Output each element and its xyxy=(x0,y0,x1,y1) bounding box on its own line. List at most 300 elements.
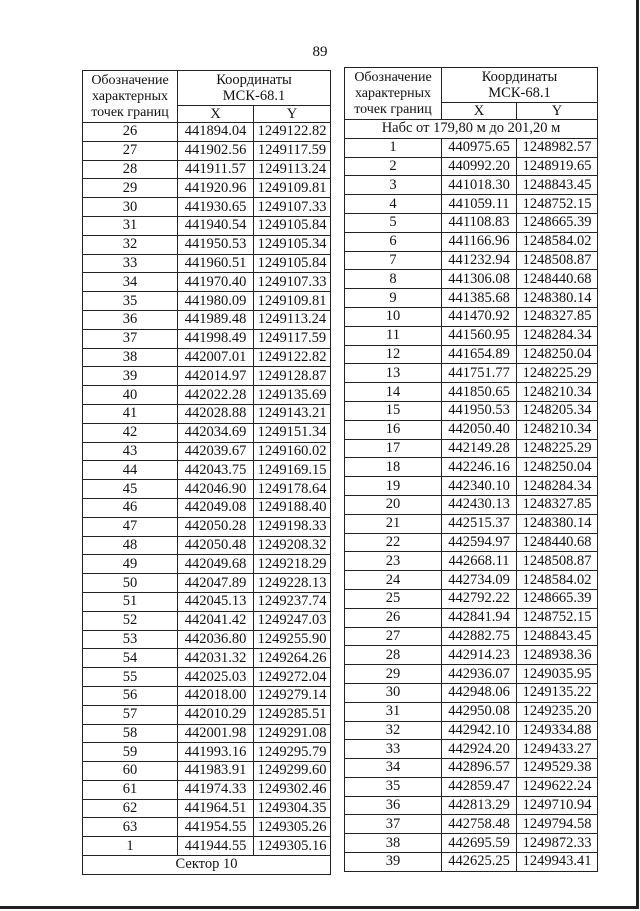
table-row xyxy=(83,574,331,593)
y-value-cell: 1248919.65 xyxy=(517,157,598,176)
table-row xyxy=(83,123,331,142)
table-row xyxy=(345,477,598,496)
point-id-cell: 12 xyxy=(345,345,442,364)
table-row xyxy=(83,273,331,292)
x-value-cell: 441654.89 xyxy=(442,345,517,364)
point-id-cell: 5 xyxy=(345,213,442,232)
table-row xyxy=(83,780,331,799)
y-value-cell: 1249218.29 xyxy=(254,555,331,574)
table-row xyxy=(345,270,598,289)
table-row xyxy=(345,589,598,608)
x-value-cell: 442028.88 xyxy=(178,404,254,423)
point-id-cell: 56 xyxy=(83,686,178,705)
x-value-cell: 442813.29 xyxy=(442,796,517,815)
table-row xyxy=(345,420,598,439)
x-value-cell: 442924.20 xyxy=(442,740,517,759)
point-id-cell: 6 xyxy=(345,232,442,251)
y-value-cell: 1248665.39 xyxy=(517,589,598,608)
x-header: X xyxy=(442,103,517,120)
point-id-cell: 40 xyxy=(83,386,178,405)
x-value-cell: 442025.03 xyxy=(178,668,254,687)
table-row xyxy=(345,533,598,552)
x-value-cell: 441920.96 xyxy=(178,179,254,198)
x-value-cell: 442047.89 xyxy=(178,574,254,593)
y-value-cell: 1249143.21 xyxy=(254,404,331,423)
x-value-cell: 441940.54 xyxy=(178,216,254,235)
point-id-cell: 35 xyxy=(345,777,442,796)
table-row xyxy=(83,179,331,198)
x-value-cell: 441980.09 xyxy=(178,292,254,311)
point-id-cell: 57 xyxy=(83,705,178,724)
point-id-cell: 49 xyxy=(83,555,178,574)
x-value-cell: 441954.55 xyxy=(178,818,254,837)
y-value-cell: 1249117.59 xyxy=(254,329,331,348)
point-id-cell: 21 xyxy=(345,514,442,533)
table-row xyxy=(345,138,598,157)
table-row xyxy=(345,401,598,420)
point-id-cell: 18 xyxy=(345,458,442,477)
x-value-cell: 441974.33 xyxy=(178,780,254,799)
x-value-cell: 442882.75 xyxy=(442,627,517,646)
x-value-cell: 442340.10 xyxy=(442,477,517,496)
table-row xyxy=(83,668,331,687)
y-value-cell: 1248508.87 xyxy=(517,251,598,270)
x-value-cell: 442043.75 xyxy=(178,461,254,480)
x-value-cell: 442022.28 xyxy=(178,386,254,405)
x-value-cell: 441306.08 xyxy=(442,270,517,289)
left-table-body xyxy=(83,123,331,875)
coordinate-system: МСК-68.1 xyxy=(222,88,286,104)
x-value-cell: 441385.68 xyxy=(442,289,517,308)
x-value-cell: 441902.56 xyxy=(178,141,254,160)
x-value-cell: 441950.53 xyxy=(442,401,517,420)
point-id-cell: 31 xyxy=(345,702,442,721)
table-row xyxy=(345,834,598,853)
table-row xyxy=(345,683,598,702)
point-id-cell: 9 xyxy=(345,289,442,308)
y-value-cell: 1248284.34 xyxy=(517,326,598,345)
y-value-cell: 1248225.29 xyxy=(517,364,598,383)
point-id-cell: 61 xyxy=(83,780,178,799)
x-value-cell: 442896.57 xyxy=(442,759,517,778)
table-row xyxy=(345,627,598,646)
x-value-cell: 442758.48 xyxy=(442,815,517,834)
table-row xyxy=(345,289,598,308)
x-header: X xyxy=(178,106,254,123)
y-value-cell: 1248250.04 xyxy=(517,345,598,364)
y-value-cell: 1248225.29 xyxy=(517,439,598,458)
point-id-cell: 50 xyxy=(83,574,178,593)
table-row xyxy=(83,198,331,217)
point-id-cell: 39 xyxy=(345,853,442,872)
x-value-cell: 441059.11 xyxy=(442,195,517,214)
y-value-cell: 1249135.22 xyxy=(517,683,598,702)
x-value-cell: 441989.48 xyxy=(178,310,254,329)
table-row xyxy=(83,592,331,611)
point-id-cell: 7 xyxy=(345,251,442,270)
x-value-cell: 441950.53 xyxy=(178,235,254,254)
y-value-cell: 1249622.24 xyxy=(517,777,598,796)
y-value-cell: 1249291.08 xyxy=(254,724,331,743)
sector-row xyxy=(83,856,331,875)
x-value-cell: 442007.01 xyxy=(178,348,254,367)
point-id-cell: 63 xyxy=(83,818,178,837)
point-id-cell: 27 xyxy=(83,141,178,160)
x-value-cell: 442050.48 xyxy=(178,536,254,555)
y-value-cell: 1249285.51 xyxy=(254,705,331,724)
table-row xyxy=(83,348,331,367)
point-id-cell: 13 xyxy=(345,364,442,383)
y-value-cell: 1248843.45 xyxy=(517,176,598,195)
x-value-cell: 442046.90 xyxy=(178,480,254,499)
x-value-cell: 442039.67 xyxy=(178,442,254,461)
table-row xyxy=(83,404,331,423)
table-row xyxy=(83,235,331,254)
point-id-cell: 19 xyxy=(345,477,442,496)
table-row xyxy=(83,254,331,273)
table-row xyxy=(83,611,331,630)
table-row xyxy=(345,364,598,383)
point-label-header: Обозначение характерных точек границ xyxy=(345,68,442,120)
y-value-cell: 1249304.35 xyxy=(254,799,331,818)
table-row xyxy=(83,705,331,724)
table-row xyxy=(345,345,598,364)
point-id-cell: 60 xyxy=(83,762,178,781)
point-id-cell: 34 xyxy=(345,759,442,778)
table-row xyxy=(83,329,331,348)
y-value-cell: 1249169.15 xyxy=(254,461,331,480)
y-value-cell: 1248380.14 xyxy=(517,514,598,533)
x-value-cell: 441850.65 xyxy=(442,383,517,402)
x-value-cell: 442246.16 xyxy=(442,458,517,477)
x-value-cell: 442049.08 xyxy=(178,498,254,517)
y-value-cell: 1248210.34 xyxy=(517,420,598,439)
table-row xyxy=(345,307,598,326)
table-row xyxy=(345,213,598,232)
x-value-cell: 442149.28 xyxy=(442,439,517,458)
x-value-cell: 441993.16 xyxy=(178,743,254,762)
x-value-cell: 442668.11 xyxy=(442,552,517,571)
y-value-cell: 1249122.82 xyxy=(254,123,331,142)
table-row xyxy=(345,232,598,251)
y-value-cell: 1249264.26 xyxy=(254,649,331,668)
point-id-cell: 43 xyxy=(83,442,178,461)
y-value-cell: 1249107.33 xyxy=(254,273,331,292)
table-row xyxy=(345,157,598,176)
table-row xyxy=(345,251,598,270)
y-value-cell: 1249128.87 xyxy=(254,367,331,386)
x-value-cell: 441983.91 xyxy=(178,762,254,781)
table-row xyxy=(345,608,598,627)
table-row xyxy=(83,536,331,555)
point-id-cell: 14 xyxy=(345,383,442,402)
y-value-cell: 1249872.33 xyxy=(517,834,598,853)
x-value-cell: 441964.51 xyxy=(178,799,254,818)
point-id-cell: 2 xyxy=(345,157,442,176)
x-value-cell: 442695.59 xyxy=(442,834,517,853)
x-value-cell: 442041.42 xyxy=(178,611,254,630)
x-value-cell: 442045.13 xyxy=(178,592,254,611)
table-row xyxy=(83,762,331,781)
point-id-cell: 46 xyxy=(83,498,178,517)
point-id-cell: 41 xyxy=(83,404,178,423)
point-id-cell: 34 xyxy=(83,273,178,292)
table-row xyxy=(345,571,598,590)
point-id-cell: 32 xyxy=(83,235,178,254)
table-row xyxy=(345,552,598,571)
table-row xyxy=(345,458,598,477)
table-row xyxy=(345,383,598,402)
point-id-cell: 29 xyxy=(345,665,442,684)
table-row xyxy=(83,461,331,480)
y-value-cell: 1248982.57 xyxy=(517,138,598,157)
y-value-cell: 1249433.27 xyxy=(517,740,598,759)
coordinates-title: Координаты xyxy=(481,69,558,85)
table-row xyxy=(345,853,598,872)
y-value-cell: 1249109.81 xyxy=(254,292,331,311)
x-value-cell: 442950.08 xyxy=(442,702,517,721)
point-id-cell: 1 xyxy=(83,837,178,856)
x-value-cell: 442792.22 xyxy=(442,589,517,608)
table-row xyxy=(83,480,331,499)
point-id-cell: 25 xyxy=(345,589,442,608)
y-value-cell: 1249295.79 xyxy=(254,743,331,762)
x-value-cell: 440975.65 xyxy=(442,138,517,157)
table-row xyxy=(345,777,598,796)
table-row xyxy=(345,796,598,815)
point-id-cell: 30 xyxy=(83,198,178,217)
point-id-cell: 30 xyxy=(345,683,442,702)
point-id-cell: 26 xyxy=(345,608,442,627)
x-value-cell: 441960.51 xyxy=(178,254,254,273)
table-row xyxy=(83,649,331,668)
y-value-cell: 1248210.34 xyxy=(517,383,598,402)
y-value-cell: 1248584.02 xyxy=(517,571,598,590)
y-value-cell: 1248508.87 xyxy=(517,552,598,571)
y-value-cell: 1249247.03 xyxy=(254,611,331,630)
table-row xyxy=(83,292,331,311)
point-id-cell: 53 xyxy=(83,630,178,649)
y-value-cell: 1248327.85 xyxy=(517,307,598,326)
x-value-cell: 442936.07 xyxy=(442,665,517,684)
point-id-cell: 37 xyxy=(83,329,178,348)
x-value-cell: 442515.37 xyxy=(442,514,517,533)
y-value-cell: 1248584.02 xyxy=(517,232,598,251)
point-id-cell: 32 xyxy=(345,721,442,740)
x-value-cell: 442914.23 xyxy=(442,646,517,665)
x-value-cell: 442010.29 xyxy=(178,705,254,724)
point-id-cell: 17 xyxy=(345,439,442,458)
y-value-cell: 1249160.02 xyxy=(254,442,331,461)
point-id-cell: 11 xyxy=(345,326,442,345)
point-id-cell: 27 xyxy=(345,627,442,646)
point-label-header: Обозначение характерных точек границ xyxy=(83,71,178,123)
point-id-cell: 58 xyxy=(83,724,178,743)
point-id-cell: 42 xyxy=(83,423,178,442)
right-coordinates-table xyxy=(344,67,598,872)
x-value-cell: 441944.55 xyxy=(178,837,254,856)
y-value-cell: 1249178.64 xyxy=(254,480,331,499)
table-row xyxy=(83,498,331,517)
x-value-cell: 441018.30 xyxy=(442,176,517,195)
y-value-cell: 1249279.14 xyxy=(254,686,331,705)
table-row xyxy=(345,326,598,345)
x-value-cell: 442034.69 xyxy=(178,423,254,442)
y-value-cell: 1248752.15 xyxy=(517,195,598,214)
x-value-cell: 441232.94 xyxy=(442,251,517,270)
sector-label: Сектор 10 xyxy=(83,856,331,875)
point-id-cell: 59 xyxy=(83,743,178,762)
table-row xyxy=(345,439,598,458)
coordinates-header xyxy=(442,68,598,103)
y-value-cell: 1249107.33 xyxy=(254,198,331,217)
x-value-cell: 441166.96 xyxy=(442,232,517,251)
table-row xyxy=(83,630,331,649)
y-value-cell: 1248752.15 xyxy=(517,608,598,627)
table-row xyxy=(345,495,598,514)
point-id-cell: 39 xyxy=(83,367,178,386)
table-row xyxy=(83,743,331,762)
point-id-cell: 15 xyxy=(345,401,442,420)
point-id-cell: 51 xyxy=(83,592,178,611)
table-row xyxy=(345,740,598,759)
y-value-cell: 1249208.32 xyxy=(254,536,331,555)
y-value-cell: 1249228.13 xyxy=(254,574,331,593)
y-value-cell: 1248250.04 xyxy=(517,458,598,477)
table-row xyxy=(83,367,331,386)
point-id-cell: 1 xyxy=(345,138,442,157)
coordinate-system: МСК-68.1 xyxy=(488,85,551,101)
table-row xyxy=(345,195,598,214)
y-value-cell: 1249188.40 xyxy=(254,498,331,517)
point-id-cell: 48 xyxy=(83,536,178,555)
y-value-cell: 1249305.26 xyxy=(254,818,331,837)
y-value-cell: 1249151.34 xyxy=(254,423,331,442)
y-value-cell: 1249109.81 xyxy=(254,179,331,198)
x-value-cell: 441911.57 xyxy=(178,160,254,179)
y-value-cell: 1249237.74 xyxy=(254,592,331,611)
y-value-cell: 1249113.24 xyxy=(254,160,331,179)
point-id-cell: 23 xyxy=(345,552,442,571)
table-row xyxy=(83,386,331,405)
x-value-cell: 442625.25 xyxy=(442,853,517,872)
point-id-cell: 4 xyxy=(345,195,442,214)
table-row xyxy=(83,517,331,536)
y-value-cell: 1248440.68 xyxy=(517,533,598,552)
table-row xyxy=(83,837,331,856)
y-value-cell: 1248665.39 xyxy=(517,213,598,232)
coordinates-header xyxy=(178,71,331,106)
y-value-cell: 1249943.41 xyxy=(517,853,598,872)
point-id-cell: 36 xyxy=(83,310,178,329)
x-value-cell: 441970.40 xyxy=(178,273,254,292)
y-value-cell: 1249529.38 xyxy=(517,759,598,778)
point-id-cell: 44 xyxy=(83,461,178,480)
x-value-cell: 442050.28 xyxy=(178,517,254,536)
y-value-cell: 1249299.60 xyxy=(254,762,331,781)
x-value-cell: 442036.80 xyxy=(178,630,254,649)
x-value-cell: 442014.97 xyxy=(178,367,254,386)
point-id-cell: 47 xyxy=(83,517,178,536)
point-id-cell: 28 xyxy=(83,160,178,179)
y-header: Y xyxy=(254,106,331,123)
section-title: Набс от 179,80 м до 201,20 м xyxy=(345,120,598,139)
table-row xyxy=(83,216,331,235)
table-row xyxy=(83,555,331,574)
x-value-cell: 442049.68 xyxy=(178,555,254,574)
x-value-cell: 442841.94 xyxy=(442,608,517,627)
y-value-cell: 1249122.82 xyxy=(254,348,331,367)
point-id-cell: 8 xyxy=(345,270,442,289)
y-value-cell: 1249113.24 xyxy=(254,310,331,329)
y-value-cell: 1248284.34 xyxy=(517,477,598,496)
x-value-cell: 441998.49 xyxy=(178,329,254,348)
table-row xyxy=(83,799,331,818)
point-id-cell: 22 xyxy=(345,533,442,552)
point-id-cell: 35 xyxy=(83,292,178,311)
y-value-cell: 1249135.69 xyxy=(254,386,331,405)
x-value-cell: 442734.09 xyxy=(442,571,517,590)
page-number: 89 xyxy=(312,44,328,60)
x-value-cell: 442050.40 xyxy=(442,420,517,439)
table-row xyxy=(83,686,331,705)
x-value-cell: 442942.10 xyxy=(442,721,517,740)
table-row xyxy=(83,160,331,179)
section-row xyxy=(345,120,598,139)
y-value-cell: 1249272.04 xyxy=(254,668,331,687)
x-value-cell: 441930.65 xyxy=(178,198,254,217)
x-value-cell: 442430.13 xyxy=(442,495,517,514)
table-row xyxy=(83,423,331,442)
x-value-cell: 441894.04 xyxy=(178,123,254,142)
coordinates-title: Координаты xyxy=(216,72,292,88)
y-value-cell: 1249710.94 xyxy=(517,796,598,815)
x-value-cell: 441560.95 xyxy=(442,326,517,345)
point-id-cell: 24 xyxy=(345,571,442,590)
y-value-cell: 1249117.59 xyxy=(254,141,331,160)
y-value-cell: 1249105.34 xyxy=(254,235,331,254)
y-value-cell: 1248843.45 xyxy=(517,627,598,646)
point-id-cell: 26 xyxy=(83,123,178,142)
y-value-cell: 1248205.34 xyxy=(517,401,598,420)
right-table-body xyxy=(345,120,598,872)
point-id-cell: 31 xyxy=(83,216,178,235)
table-row xyxy=(345,665,598,684)
y-value-cell: 1248938.36 xyxy=(517,646,598,665)
x-value-cell: 441751.77 xyxy=(442,364,517,383)
x-value-cell: 441470.92 xyxy=(442,307,517,326)
point-id-cell: 38 xyxy=(345,834,442,853)
point-id-cell: 28 xyxy=(345,646,442,665)
point-id-cell: 45 xyxy=(83,480,178,499)
point-id-cell: 33 xyxy=(345,740,442,759)
point-id-cell: 54 xyxy=(83,649,178,668)
y-value-cell: 1249302.46 xyxy=(254,780,331,799)
table-row xyxy=(83,442,331,461)
y-value-cell: 1249794.58 xyxy=(517,815,598,834)
point-id-cell: 20 xyxy=(345,495,442,514)
x-value-cell: 442948.06 xyxy=(442,683,517,702)
y-value-cell: 1249305.16 xyxy=(254,837,331,856)
x-value-cell: 442031.32 xyxy=(178,649,254,668)
table-row xyxy=(83,818,331,837)
point-id-cell: 36 xyxy=(345,796,442,815)
point-id-cell: 29 xyxy=(83,179,178,198)
table-row xyxy=(83,724,331,743)
table-row xyxy=(83,310,331,329)
table-row xyxy=(345,702,598,721)
y-value-cell: 1249235.20 xyxy=(517,702,598,721)
